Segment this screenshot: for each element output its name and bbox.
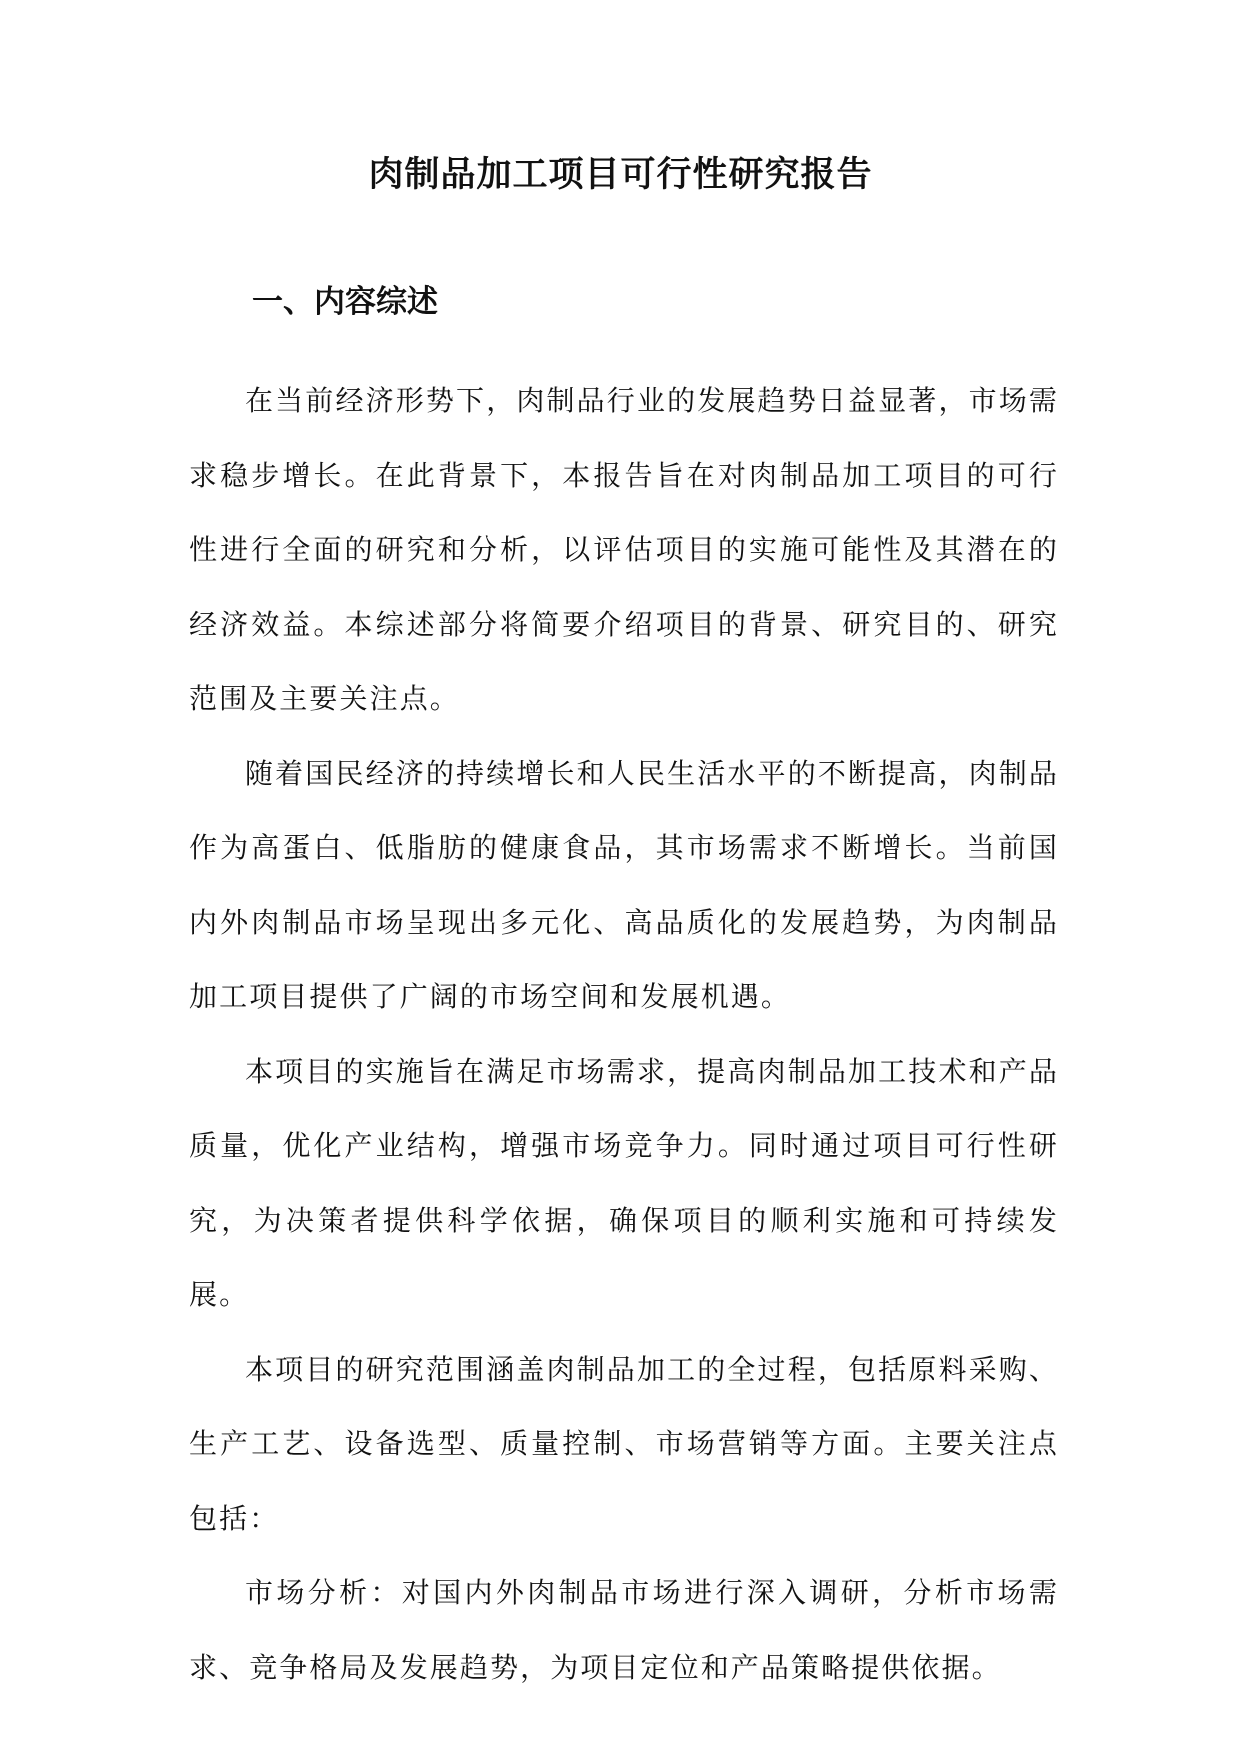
section-heading: 一、内容综述 — [252, 284, 438, 320]
paragraph-scope: 本项目的研究范围涵盖肉制品加工的全过程，包括原料采购、生产工艺、设备选型、质量控制、市场营销等方面。主要关注点包括： — [189, 1352, 1059, 1535]
document-title: 肉制品加工项目可行性研究报告 — [368, 154, 873, 195]
paragraph-background: 随着国民经济的持续增长和人民生活水平的不断提高，肉制品作为高蛋白、低脂肪的健康食品，其市场需求不断增长。当前国内外肉制品市场呈现出多元化、高品质化的发展趋势，为肉制品加工项目提供了广阔的市场空间和发展机遇。 — [189, 756, 1059, 1013]
paragraph-overview: 在当前经济形势下，肉制品行业的发展趋势日益显著，市场需求稳步增长。在此背景下，本报告旨在对肉制品加工项目的可行性进行全面的研究和分析，以评估项目的实施可能性及其潜在的经济效益。本综述部分将简要介绍项目的背景、研究目的、研究范围及主要关注点。 — [189, 384, 1059, 715]
document-body — [189, 364, 1059, 1705]
paragraph-purpose: 本项目的实施旨在满足市场需求，提高肉制品加工技术和产品质量，优化产业结构，增强市场竞争力。同时通过项目可行性研究，为决策者提供科学依据，确保项目的顺利实施和可持续发展。 — [189, 1054, 1059, 1311]
paragraph-market-analysis: 市场分析：对国内外肉制品市场进行深入调研，分析市场需求、竞争格局及发展趋势，为项目定位和产品策略提供依据。 — [189, 1576, 1059, 1684]
